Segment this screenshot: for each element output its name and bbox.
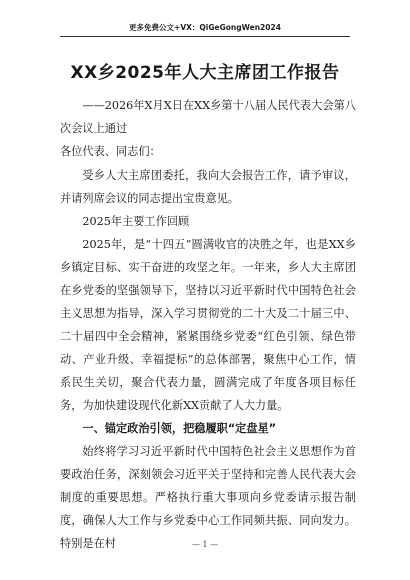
section-1-paragraph: 始终将学习习近平新时代中国特色社会主义思想作为首要政治任务，深刻领会习近平关于坚持和完善人民代表大会制度的重要思想。严格执行重大事项向乡党委请示报告制度，确保人大工作与乡党委中心工作同频共振、同向发力。特别是在村	[60, 445, 356, 550]
document-subtitle: ——2026年X月X日在XX乡第十八届人民代表大会第八次会议上通过	[60, 99, 356, 135]
header-note: 更多免费公文+VX：QiGeGongWen2024	[129, 23, 281, 32]
intro-paragraph: 受乡人大主席团委托，我向大会报告工作，请予审议，并请列席会议的同志提出宝贵意见。	[60, 169, 356, 205]
review-paragraph: 2025年，是“十四五”圆满收官的决胜之年，也是XX乡乡镇定目标、实干奋进的攻坚之年。一年来，乡人大主席团在乡党委的坚强领导下，坚持以习近平新时代中国特色社会主义思想为指导，深入学习贯彻党的二十大及二十届三中、二十届四中全会精神，紧紧围绕乡党委“红色引领、绿色带动、产业升级、幸福提标”的总体部署，聚焦中心工作，情系民生关切，聚合代表力量，圆满完成了年度各项目标任务，为加快建设现代化新XX贡献了人大力量。	[60, 238, 356, 412]
review-heading: 2025年主要工作回顾	[82, 215, 190, 228]
header-divider	[60, 36, 350, 37]
salutation: 各位代表、同志们：	[60, 145, 161, 158]
document-title: XX乡2025年人大主席团工作报告	[70, 63, 340, 83]
section-1-heading: 一、锚定政治引领，把稳履职“定盘星”	[82, 422, 277, 435]
page-number: — 1 —	[191, 540, 219, 549]
